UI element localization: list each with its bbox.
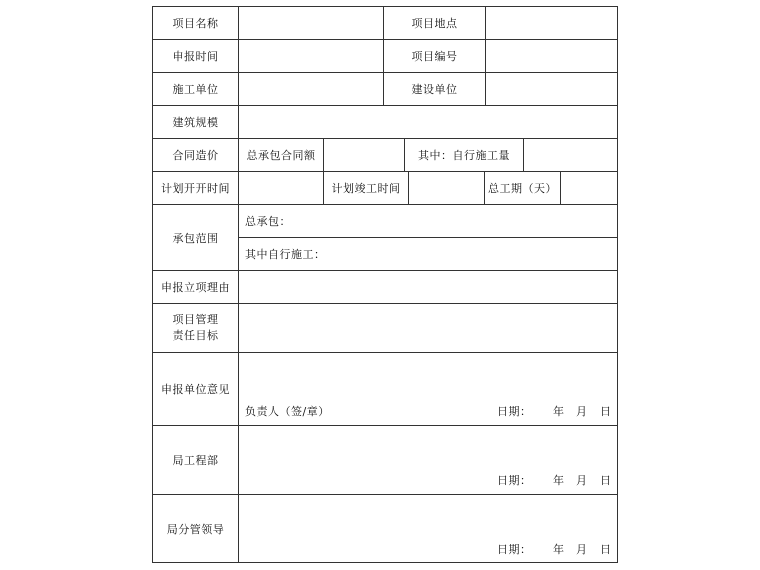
signature-label: 负责人（签/章）	[245, 405, 330, 418]
self-construction-scope-field[interactable]: 其中自行施工：	[238, 237, 618, 271]
report-time-field[interactable]	[238, 39, 384, 73]
report-time-label: 申报时间	[152, 39, 239, 73]
management-target-field[interactable]	[238, 303, 618, 353]
management-target-label	[152, 303, 239, 353]
project-number-label: 项目编号	[383, 39, 486, 73]
planned-completion-label: 计划竣工时间	[323, 171, 409, 205]
unit-opinion-label: 申报单位意见	[152, 352, 239, 426]
date-month: 月	[576, 405, 588, 418]
application-reason-label: 申报立项理由	[152, 270, 239, 304]
date-label: 日期：	[497, 405, 532, 418]
date-year: 年	[553, 543, 565, 556]
application-reason-field[interactable]	[238, 270, 618, 304]
project-name-label: 项目名称	[152, 6, 239, 40]
project-location-label: 项目地点	[383, 6, 486, 40]
building-scale-field[interactable]	[238, 105, 618, 139]
building-unit-field[interactable]	[485, 72, 618, 106]
planned-completion-field[interactable]	[408, 171, 485, 205]
construction-unit-field[interactable]	[238, 72, 384, 106]
management-target-line2: 责任目标	[172, 329, 219, 342]
date-month: 月	[576, 474, 588, 487]
project-number-field[interactable]	[485, 39, 618, 73]
date-year: 年	[553, 474, 565, 487]
date-day: 日	[600, 405, 612, 418]
date-day: 日	[600, 543, 612, 556]
building-unit-label: 建设单位	[383, 72, 486, 106]
building-scale-label: 建筑规模	[152, 105, 239, 139]
contract-price-label: 合同造价	[152, 138, 239, 172]
date-label: 日期：	[497, 543, 532, 556]
project-application-form	[152, 6, 618, 563]
date-label: 日期：	[497, 474, 532, 487]
project-location-field[interactable]	[485, 6, 618, 40]
general-contract-scope-field[interactable]: 总承包：	[238, 204, 618, 238]
planned-start-field[interactable]	[238, 171, 324, 205]
engineering-dept-label: 局工程部	[152, 425, 239, 495]
date-year: 年	[553, 405, 565, 418]
general-contract-amount-label: 总承包合同额	[238, 138, 324, 172]
planned-start-label: 计划开开时间	[152, 171, 239, 205]
project-name-field[interactable]	[238, 6, 384, 40]
leader-label: 局分管领导	[152, 494, 239, 563]
self-construction-amount-field[interactable]	[523, 138, 618, 172]
self-construction-amount-label: 其中：自行施工量	[404, 138, 524, 172]
total-duration-field[interactable]	[560, 171, 618, 205]
total-duration-label: 总工期（天）	[484, 171, 561, 205]
general-contract-amount-field[interactable]	[323, 138, 405, 172]
date-month: 月	[576, 543, 588, 556]
management-target-line1: 项目管理	[172, 313, 219, 326]
contract-scope-label: 承包范围	[152, 204, 239, 271]
construction-unit-label: 施工单位	[152, 72, 239, 106]
date-day: 日	[600, 474, 612, 487]
